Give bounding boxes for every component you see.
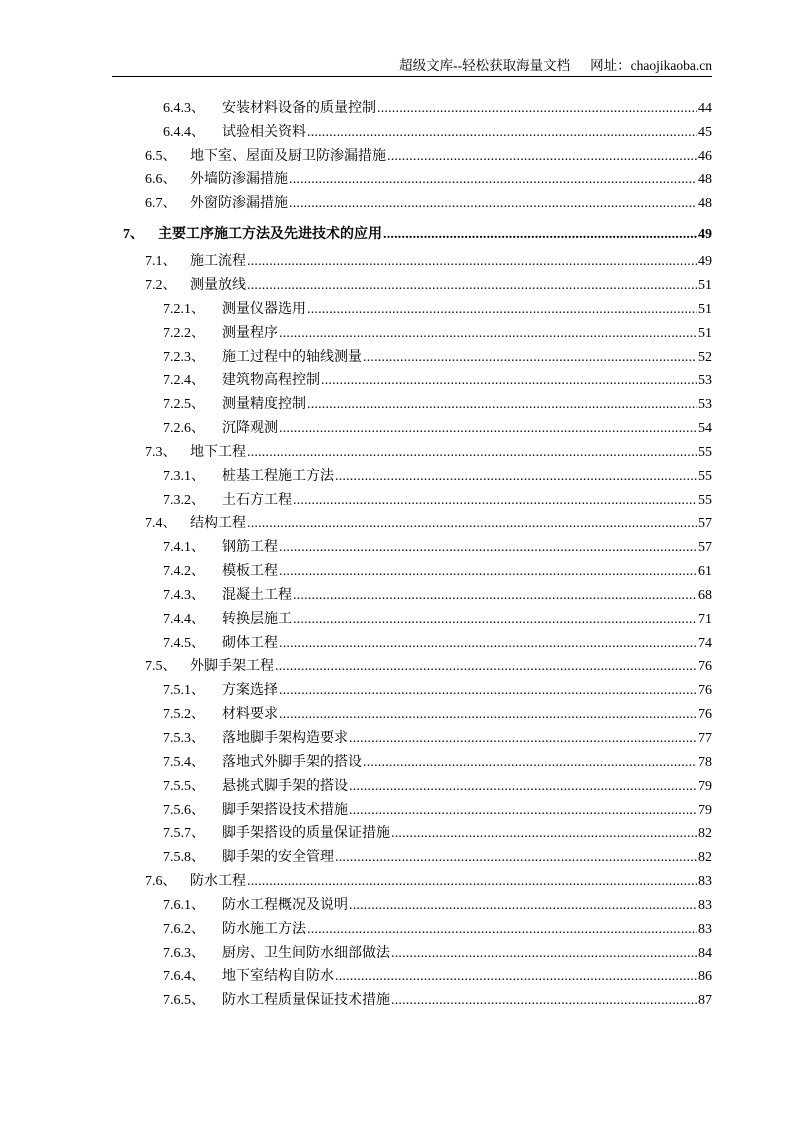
toc-entry-page: 49 <box>698 254 712 270</box>
dot-leader <box>307 397 697 413</box>
toc-entry-number: 7.2.4、 <box>163 373 205 389</box>
toc-entry-line <box>190 870 712 890</box>
header-url: 网址：chaojikaoba.cn <box>590 58 712 73</box>
toc-entry-page: 55 <box>698 492 712 508</box>
toc-entry-line <box>222 894 712 914</box>
dot-leader <box>279 636 697 652</box>
toc-entry-number: 7.6.2、 <box>163 921 205 937</box>
toc-entry-title: 外墙防渗漏措施 <box>190 172 288 188</box>
toc-entry-title: 地下室结构自防水 <box>222 969 334 985</box>
toc-entry-page: 61 <box>698 564 712 580</box>
toc-entry-page: 79 <box>698 802 712 818</box>
toc-entry-page: 55 <box>698 468 712 484</box>
toc-entry[interactable] <box>0 217 793 249</box>
toc-entry-line <box>158 223 712 243</box>
toc-entry-line <box>222 703 712 723</box>
toc-entry-line <box>222 536 712 556</box>
toc-entry-number: 7.5.8、 <box>163 850 205 866</box>
toc-entry-line <box>222 775 712 795</box>
toc-entry-number: 7.2、 <box>145 277 177 293</box>
dot-leader <box>363 350 697 366</box>
toc-entry-title: 地下工程 <box>190 444 246 460</box>
toc-entry[interactable] <box>0 654 793 678</box>
toc-entry[interactable] <box>0 725 793 749</box>
toc-entry-title: 砌体工程 <box>222 635 278 651</box>
dot-leader <box>247 278 697 294</box>
toc-entry-number: 7.4、 <box>145 516 177 532</box>
toc-entry-number: 7.5.4、 <box>163 754 205 770</box>
toc-entry[interactable] <box>0 248 793 272</box>
toc-entry-page: 74 <box>698 635 712 651</box>
toc-entry-page: 48 <box>698 196 712 212</box>
toc-entry-number: 6.6、 <box>145 172 177 188</box>
toc-entry-page: 55 <box>698 444 712 460</box>
toc-entry[interactable] <box>0 797 793 821</box>
toc-entry-line <box>222 751 712 771</box>
toc-entry[interactable] <box>0 367 793 391</box>
toc-entry[interactable] <box>0 272 793 296</box>
toc-entry-title: 脚手架搭设技术措施 <box>222 802 348 818</box>
toc-entry-title: 外窗防渗漏措施 <box>190 196 288 212</box>
toc-entry-page: 84 <box>698 945 712 961</box>
toc-entry-title: 测量精度控制 <box>222 397 306 413</box>
toc-entry-page: 86 <box>698 969 712 985</box>
toc-entry-line <box>222 965 712 985</box>
toc-entry-line <box>222 346 712 366</box>
toc-entry-line <box>222 608 712 628</box>
toc-entry[interactable] <box>0 534 793 558</box>
toc-entry-line <box>222 322 712 342</box>
toc-entry-number: 7.5.3、 <box>163 731 205 747</box>
toc-entry-line <box>222 727 712 747</box>
dot-leader <box>293 612 697 628</box>
toc-entry[interactable] <box>0 190 793 214</box>
toc-entry-title: 桩基工程施工方法 <box>222 468 334 484</box>
toc-entry-line <box>190 250 712 270</box>
toc-entry[interactable] <box>0 820 793 844</box>
toc-entry-title: 转换层施工 <box>222 611 292 627</box>
toc-entry-title: 混凝土工程 <box>222 587 292 603</box>
toc-entry-title: 方案选择 <box>222 683 278 699</box>
dot-leader <box>293 493 697 509</box>
toc-entry[interactable] <box>0 773 793 797</box>
toc-entry-line <box>222 918 712 938</box>
table-of-contents <box>0 95 793 1011</box>
toc-entry[interactable] <box>0 606 793 630</box>
toc-entry[interactable] <box>0 558 793 582</box>
toc-entry-title: 悬挑式脚手架的搭设 <box>222 778 348 794</box>
dot-leader <box>289 196 697 212</box>
dot-leader <box>349 779 697 795</box>
toc-entry-page: 83 <box>698 874 712 890</box>
toc-entry-title: 防水工程质量保证技术措施 <box>222 993 390 1009</box>
toc-entry-title: 建筑物高程控制 <box>222 373 320 389</box>
toc-entry-line <box>222 822 712 842</box>
toc-entry-number: 7.6.3、 <box>163 945 205 961</box>
toc-entry[interactable] <box>0 916 793 940</box>
dot-leader <box>307 125 697 141</box>
toc-entry-line <box>190 145 712 165</box>
toc-entry-line <box>222 97 712 117</box>
toc-entry[interactable] <box>0 143 793 167</box>
toc-entry-title: 结构工程 <box>190 516 246 532</box>
dot-leader <box>349 731 697 747</box>
toc-entry-number: 7.3.2、 <box>163 492 205 508</box>
toc-entry[interactable] <box>0 511 793 535</box>
toc-entry-title: 施工流程 <box>190 254 246 270</box>
toc-entry-page: 51 <box>698 277 712 293</box>
dot-leader <box>307 302 697 318</box>
toc-entry-page: 44 <box>698 100 712 116</box>
dot-leader <box>279 421 697 437</box>
dot-leader <box>293 588 697 604</box>
dot-leader <box>279 683 697 699</box>
toc-entry[interactable] <box>0 119 793 143</box>
dot-leader <box>247 516 697 532</box>
toc-entry-number: 7.3.1、 <box>163 468 205 484</box>
toc-entry-number: 6.5、 <box>145 148 177 164</box>
toc-entry-number: 7.5.5、 <box>163 778 205 794</box>
toc-entry-page: 76 <box>698 707 712 723</box>
toc-entry-number: 7.1、 <box>145 254 177 270</box>
toc-entry-title: 测量放线 <box>190 277 246 293</box>
toc-entry[interactable] <box>0 391 793 415</box>
toc-entry-number: 7、 <box>123 227 144 243</box>
dot-leader <box>387 149 697 165</box>
dot-leader <box>391 946 697 962</box>
dot-leader <box>391 993 697 1009</box>
toc-entry-title: 测量程序 <box>222 325 278 341</box>
toc-entry-page: 83 <box>698 921 712 937</box>
toc-entry-number: 7.6.5、 <box>163 993 205 1009</box>
dot-leader <box>363 755 697 771</box>
toc-entry-number: 7.4.2、 <box>163 564 205 580</box>
toc-entry-number: 7.5.6、 <box>163 802 205 818</box>
dot-leader <box>307 922 697 938</box>
toc-entry-title: 防水施工方法 <box>222 921 306 937</box>
toc-entry-title: 脚手架的安全管理 <box>222 850 334 866</box>
toc-entry-page: 46 <box>698 148 712 164</box>
toc-entry-page: 77 <box>698 731 712 747</box>
toc-entry-page: 48 <box>698 172 712 188</box>
toc-entry-number: 7.2.6、 <box>163 421 205 437</box>
dot-leader <box>275 659 697 675</box>
toc-entry-number: 7.2.2、 <box>163 325 205 341</box>
dot-leader <box>349 803 697 819</box>
toc-entry[interactable] <box>0 320 793 344</box>
toc-entry-title: 脚手架搭设的质量保证措施 <box>222 826 390 842</box>
toc-entry-line <box>190 274 712 294</box>
dot-leader <box>383 227 697 243</box>
toc-entry-number: 7.2.3、 <box>163 349 205 365</box>
toc-entry-line <box>222 121 712 141</box>
toc-entry-title: 落地脚手架构造要求 <box>222 731 348 747</box>
toc-entry[interactable] <box>0 868 793 892</box>
toc-entry-page: 51 <box>698 325 712 341</box>
toc-entry-page: 57 <box>698 516 712 532</box>
toc-entry-line <box>222 489 712 509</box>
toc-entry-title: 土石方工程 <box>222 492 292 508</box>
toc-entry-number: 7.6.1、 <box>163 897 205 913</box>
toc-entry[interactable] <box>0 95 793 119</box>
toc-entry-line <box>222 846 712 866</box>
header-site-name: 超级文库--轻松获取海量文档 <box>399 58 571 73</box>
toc-entry-number: 7.2.5、 <box>163 397 205 413</box>
toc-entry-title: 地下室、屋面及厨卫防渗漏措施 <box>190 148 386 164</box>
toc-entry-line <box>190 655 712 675</box>
toc-entry[interactable] <box>0 892 793 916</box>
dot-leader <box>247 445 697 461</box>
dot-leader <box>247 874 697 890</box>
dot-leader <box>391 826 697 842</box>
dot-leader <box>335 469 697 485</box>
toc-entry-number: 7.6.4、 <box>163 969 205 985</box>
toc-entry-title: 施工过程中的轴线测量 <box>222 349 362 365</box>
toc-entry[interactable] <box>0 167 793 191</box>
toc-entry-page: 51 <box>698 301 712 317</box>
toc-entry-number: 7.4.1、 <box>163 540 205 556</box>
dot-leader <box>335 850 697 866</box>
toc-entry-number: 6.7、 <box>145 196 177 212</box>
toc-entry-title: 材料要求 <box>222 707 278 723</box>
toc-entry-page: 76 <box>698 659 712 675</box>
toc-entry-number: 6.4.4、 <box>163 124 205 140</box>
toc-entry[interactable] <box>0 844 793 868</box>
toc-entry-number: 7.5.1、 <box>163 683 205 699</box>
toc-entry-number: 7.4.3、 <box>163 587 205 603</box>
toc-entry[interactable] <box>0 415 793 439</box>
dot-leader <box>279 707 697 723</box>
toc-entry-page: 79 <box>698 778 712 794</box>
toc-entry-number: 7.3、 <box>145 444 177 460</box>
dot-leader <box>289 172 697 188</box>
toc-entry-page: 53 <box>698 373 712 389</box>
toc-entry-number: 7.5.7、 <box>163 826 205 842</box>
toc-entry-line <box>222 417 712 437</box>
toc-entry-line <box>222 393 712 413</box>
toc-entry-line <box>222 298 712 318</box>
toc-entry-number: 7.5、 <box>145 659 177 675</box>
toc-entry[interactable] <box>0 487 793 511</box>
toc-entry-line <box>222 560 712 580</box>
dot-leader <box>335 969 697 985</box>
dot-leader <box>279 564 697 580</box>
toc-entry[interactable] <box>0 987 793 1011</box>
toc-entry[interactable] <box>0 940 793 964</box>
toc-entry-line <box>222 584 712 604</box>
toc-entry[interactable] <box>0 964 793 988</box>
toc-entry-title: 安装材料设备的质量控制 <box>222 100 376 116</box>
toc-entry[interactable] <box>0 344 793 368</box>
toc-entry-page: 82 <box>698 826 712 842</box>
toc-entry-title: 防水工程概况及说明 <box>222 897 348 913</box>
dot-leader <box>321 373 697 389</box>
page-header <box>112 56 712 77</box>
toc-entry-page: 49 <box>698 227 712 243</box>
toc-entry[interactable] <box>0 677 793 701</box>
toc-entry-number: 7.4.5、 <box>163 635 205 651</box>
toc-entry-title: 测量仪器选用 <box>222 301 306 317</box>
toc-entry[interactable] <box>0 439 793 463</box>
toc-entry-number: 7.2.1、 <box>163 301 205 317</box>
toc-entry-page: 68 <box>698 587 712 603</box>
toc-entry-page: 78 <box>698 754 712 770</box>
toc-entry[interactable] <box>0 463 793 487</box>
toc-entry-number: 6.4.3、 <box>163 100 205 116</box>
toc-entry-page: 76 <box>698 683 712 699</box>
toc-entry-title: 落地式外脚手架的搭设 <box>222 754 362 770</box>
toc-entry-line <box>222 989 712 1009</box>
toc-entry-title: 沉降观测 <box>222 421 278 437</box>
toc-entry-title: 防水工程 <box>190 874 246 890</box>
toc-entry-page: 53 <box>698 397 712 413</box>
dot-leader <box>377 101 697 117</box>
dot-leader <box>349 898 697 914</box>
toc-entry-page: 54 <box>698 421 712 437</box>
toc-entry-title: 试验相关资料 <box>222 124 306 140</box>
toc-entry-title: 厨房、卫生间防水细部做法 <box>222 945 390 961</box>
toc-entry[interactable] <box>0 701 793 725</box>
toc-entry[interactable] <box>0 749 793 773</box>
toc-entry-line <box>222 632 712 652</box>
toc-entry-line <box>190 168 712 188</box>
toc-entry-page: 52 <box>698 349 712 365</box>
toc-entry-line <box>222 799 712 819</box>
toc-entry-title: 模板工程 <box>222 564 278 580</box>
toc-entry-line <box>190 192 712 212</box>
toc-entry-page: 87 <box>698 993 712 1009</box>
toc-entry-page: 82 <box>698 850 712 866</box>
dot-leader <box>279 326 697 342</box>
toc-entry-line <box>190 512 712 532</box>
toc-entry-number: 7.4.4、 <box>163 611 205 627</box>
toc-entry-number: 7.6、 <box>145 874 177 890</box>
dot-leader <box>247 254 697 270</box>
dot-leader <box>279 540 697 556</box>
toc-entry[interactable] <box>0 296 793 320</box>
toc-entry-line <box>190 441 712 461</box>
toc-entry-page: 57 <box>698 540 712 556</box>
toc-entry-line <box>222 465 712 485</box>
toc-entry-page: 71 <box>698 611 712 627</box>
toc-entry-title: 主要工序施工方法及先进技术的应用 <box>158 227 382 243</box>
toc-entry-line <box>222 942 712 962</box>
toc-entry-page: 45 <box>698 124 712 140</box>
toc-entry[interactable] <box>0 582 793 606</box>
toc-entry-page: 83 <box>698 897 712 913</box>
toc-entry[interactable] <box>0 630 793 654</box>
toc-entry-line <box>222 679 712 699</box>
toc-entry-line <box>222 369 712 389</box>
toc-entry-number: 7.5.2、 <box>163 707 205 723</box>
toc-entry-title: 外脚手架工程 <box>190 659 274 675</box>
toc-entry-title: 钢筋工程 <box>222 540 278 556</box>
